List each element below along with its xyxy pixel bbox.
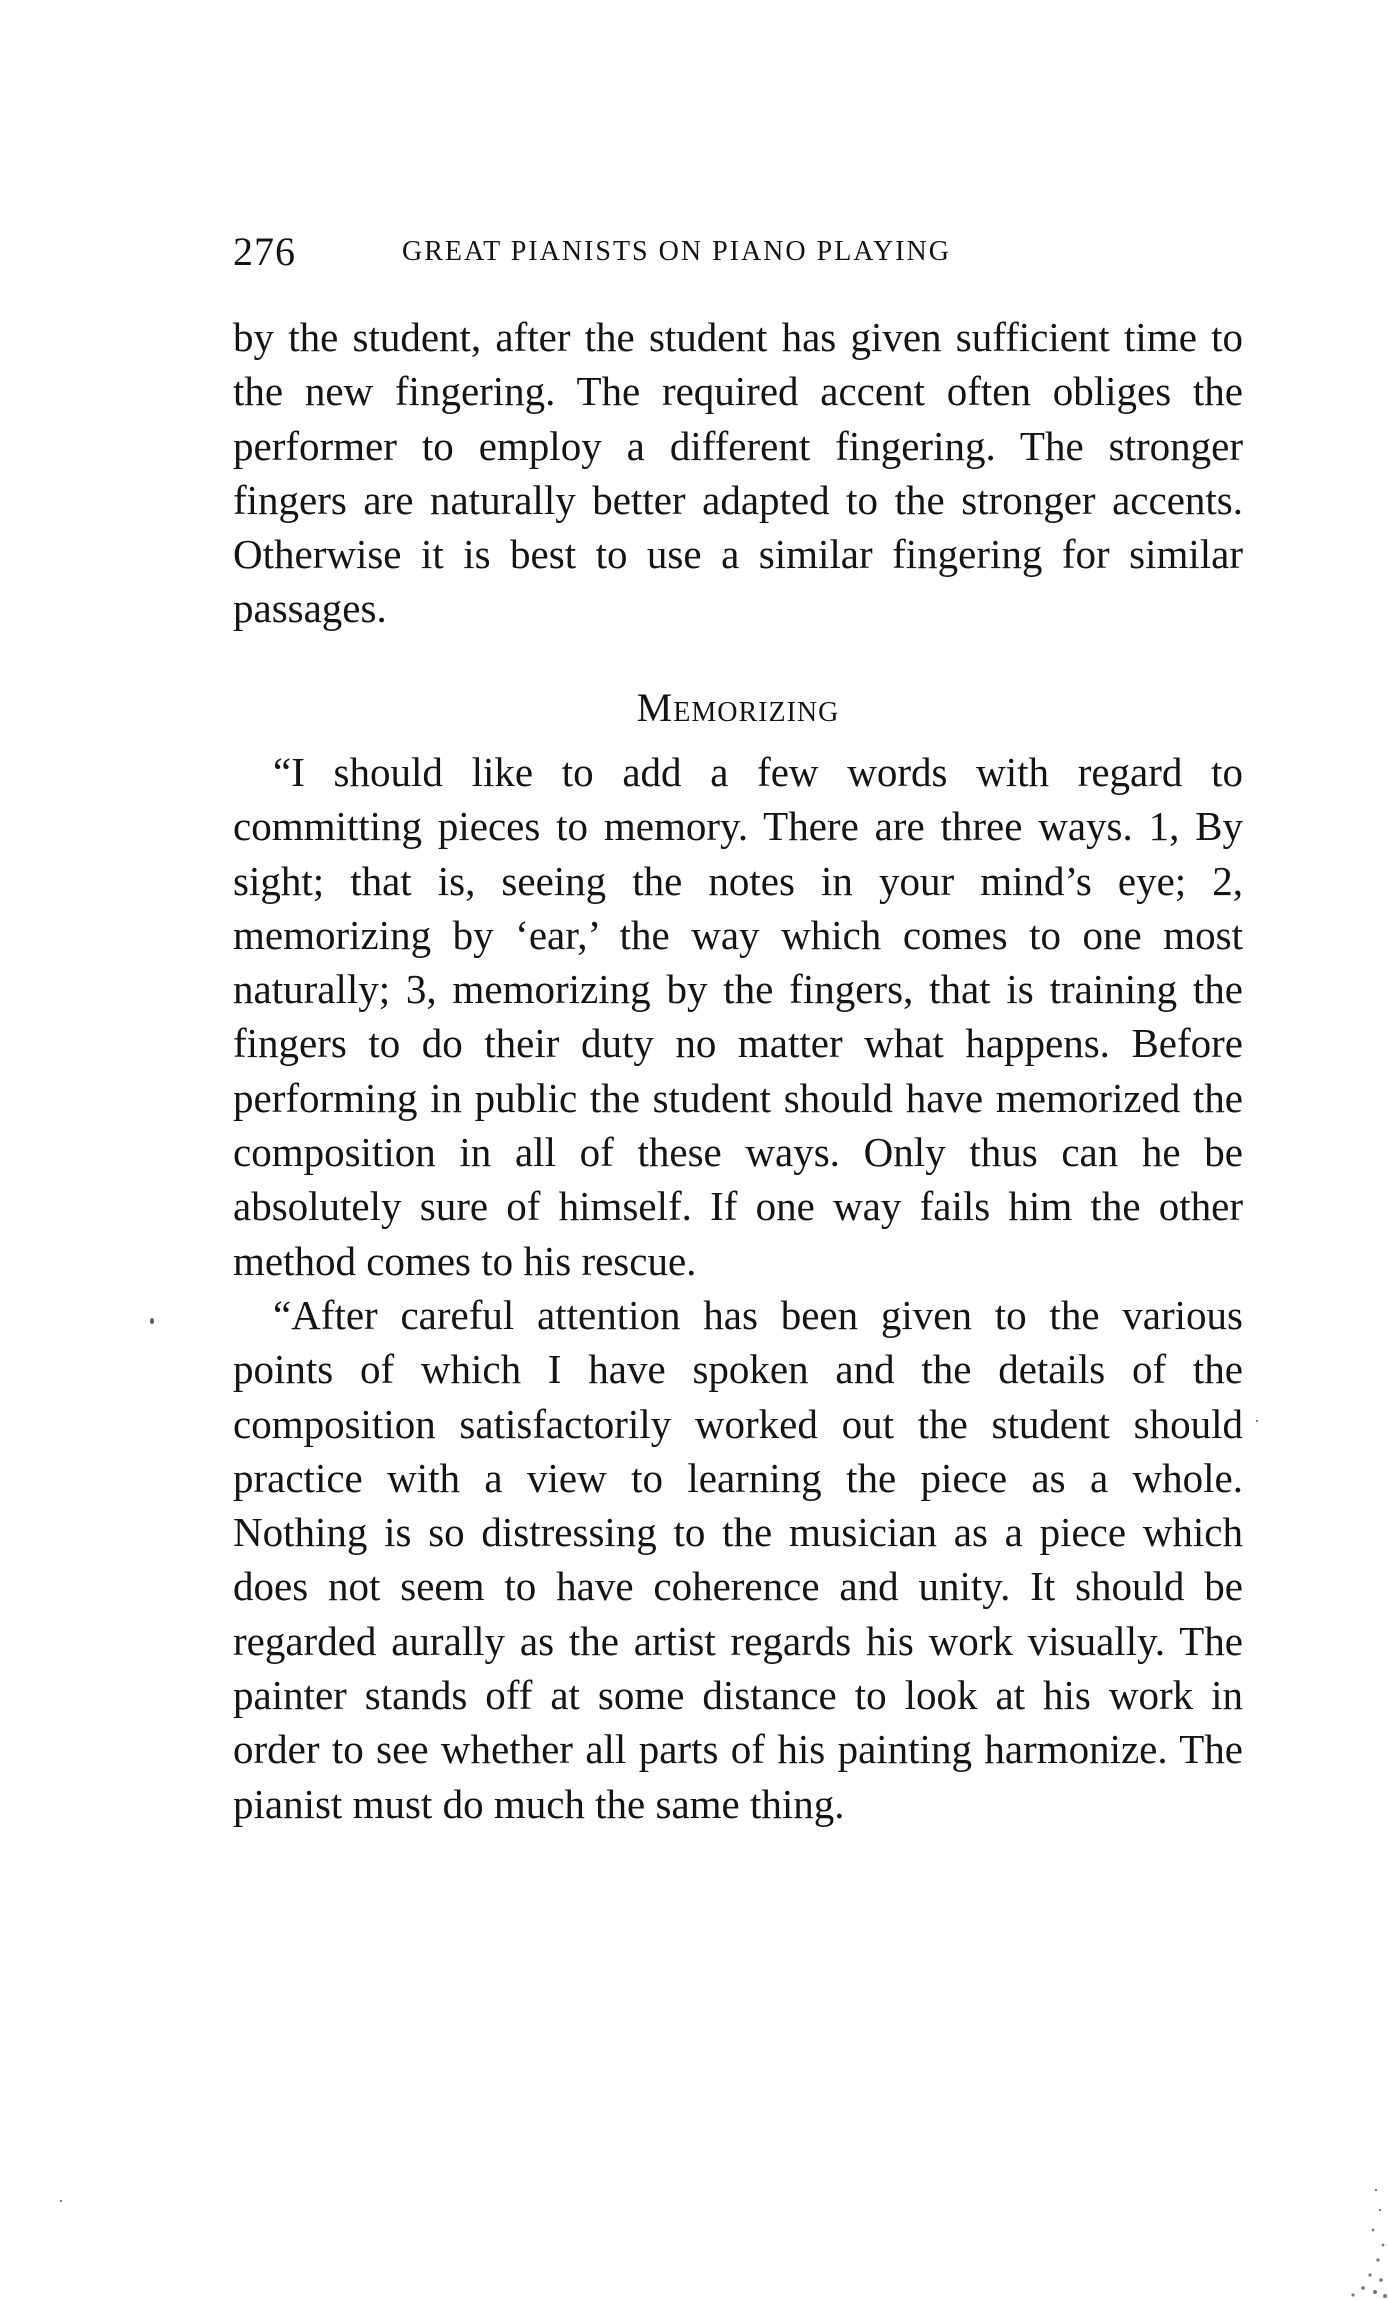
paragraph: by the student, after the student has given sufficient time to the new fingering. The required accent often obliges the performer to employ a different fingering. The stronger fingers are naturally better adapted to the stronger accents. Otherwise it is best to use a similar fingering for similar passages. <box>233 314 1243 632</box>
page-number: 276 <box>233 229 296 274</box>
scan-speck <box>150 1318 154 1324</box>
running-title: GREAT PIANISTS ON PIANO PLAYING <box>402 236 951 267</box>
body-text-top <box>233 310 1243 636</box>
scan-speck <box>1256 1420 1258 1422</box>
section-heading: Memorizing <box>636 685 840 730</box>
scan-speck <box>60 2200 62 2202</box>
paragraph: “I should like to add a few words with regard to committing pieces to memory. There are three ways. 1, By sight; that is, seeing the notes in your mind’s eye; 2, memorizing by ‘ear,’ the way which comes to one most naturally; 3, memorizing by the fingers, that is training the fingers to do their duty no matter what happens. Before performing in public the student should have memorized the composition in all of these ways. Only thus can he be absolutely sure of himself. If one way fails him the other method comes to his rescue. <box>233 749 1243 1284</box>
running-head <box>233 228 1243 278</box>
scan-edge-mark <box>1328 2160 1388 2300</box>
paragraph: “After careful attention has been given to the various points of which I have spoken and the details of the composition satisfactorily worked out the student should practice with a view to learning the piece as a whole. Nothing is so distressing to the musician as a piece which does not seem to have coherence and unity. It should be regarded aurally as the artist regards his work visually. The painter stands off at some distance to look at his work in order to see whether all parts of his painting harmonize. The pianist must do much the same thing. <box>233 1291 1243 1827</box>
body-text-section <box>233 745 1243 1831</box>
